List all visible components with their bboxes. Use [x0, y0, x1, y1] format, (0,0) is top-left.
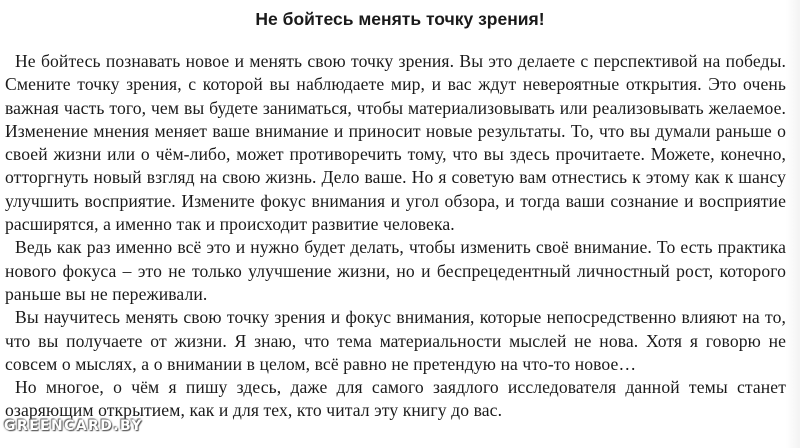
paragraph-3: Вы научитесь менять свою точку зрения и фокус внимания, которые непосредственно влияют на то, что вы получаете от жизни. Я знаю, что тема материальности мыслей не нова. Хотя я говорю не совсем о мыслях, а о внимании в целом, всё равно не претендую на что-то новое… [5, 307, 786, 374]
page-edge-shadow [786, 0, 800, 448]
page-title: Не бойтесь менять точку зрения! [255, 9, 545, 29]
watermark-logo: GREENCARD.BY [4, 418, 143, 434]
paragraph-2: Ведь как раз именно всё это и нужно будет делать, чтобы изменить своё внимание. То есть практика нового фокуса – это не только улучшение жизни, но и беспрецедентный личностный рост, которого раньше вы не переживали. [5, 237, 786, 304]
document-body [5, 50, 786, 423]
paragraph-4: Но многое, о чём я пишу здесь, даже для самого заядлого исследователя данной темы станет озаряющим открытием, как и для тех, кто читал эту книгу до вас. [5, 377, 786, 421]
paragraph-1: Не бойтесь познавать новое и менять свою точку зрения. Вы это делаете с перспективой на победы. Смените точку зрения, с которой вы наблюдаете мир, и вас ждут невероятные открытия. Это очень важная часть того, чем вы будете заниматься, чтобы материализовывать или реализовывать желаемое. Изменение мнения меняет ваше внимание и приносит новые результаты. То, что вы думали раньше о своей жизни или о чём-либо, может противоречить тому, что вы здесь прочитаете. Можете, конечно, отторгнуть новый взгляд на свою жизнь. Дело ваше. Но я советую вам отнестись к этому как к шансу улучшить восприятие. Измените фокус внимания и угол обзора, и тогда ваши сознание и восприятие расширятся, а именно так и происходит развитие человека. [5, 51, 786, 235]
